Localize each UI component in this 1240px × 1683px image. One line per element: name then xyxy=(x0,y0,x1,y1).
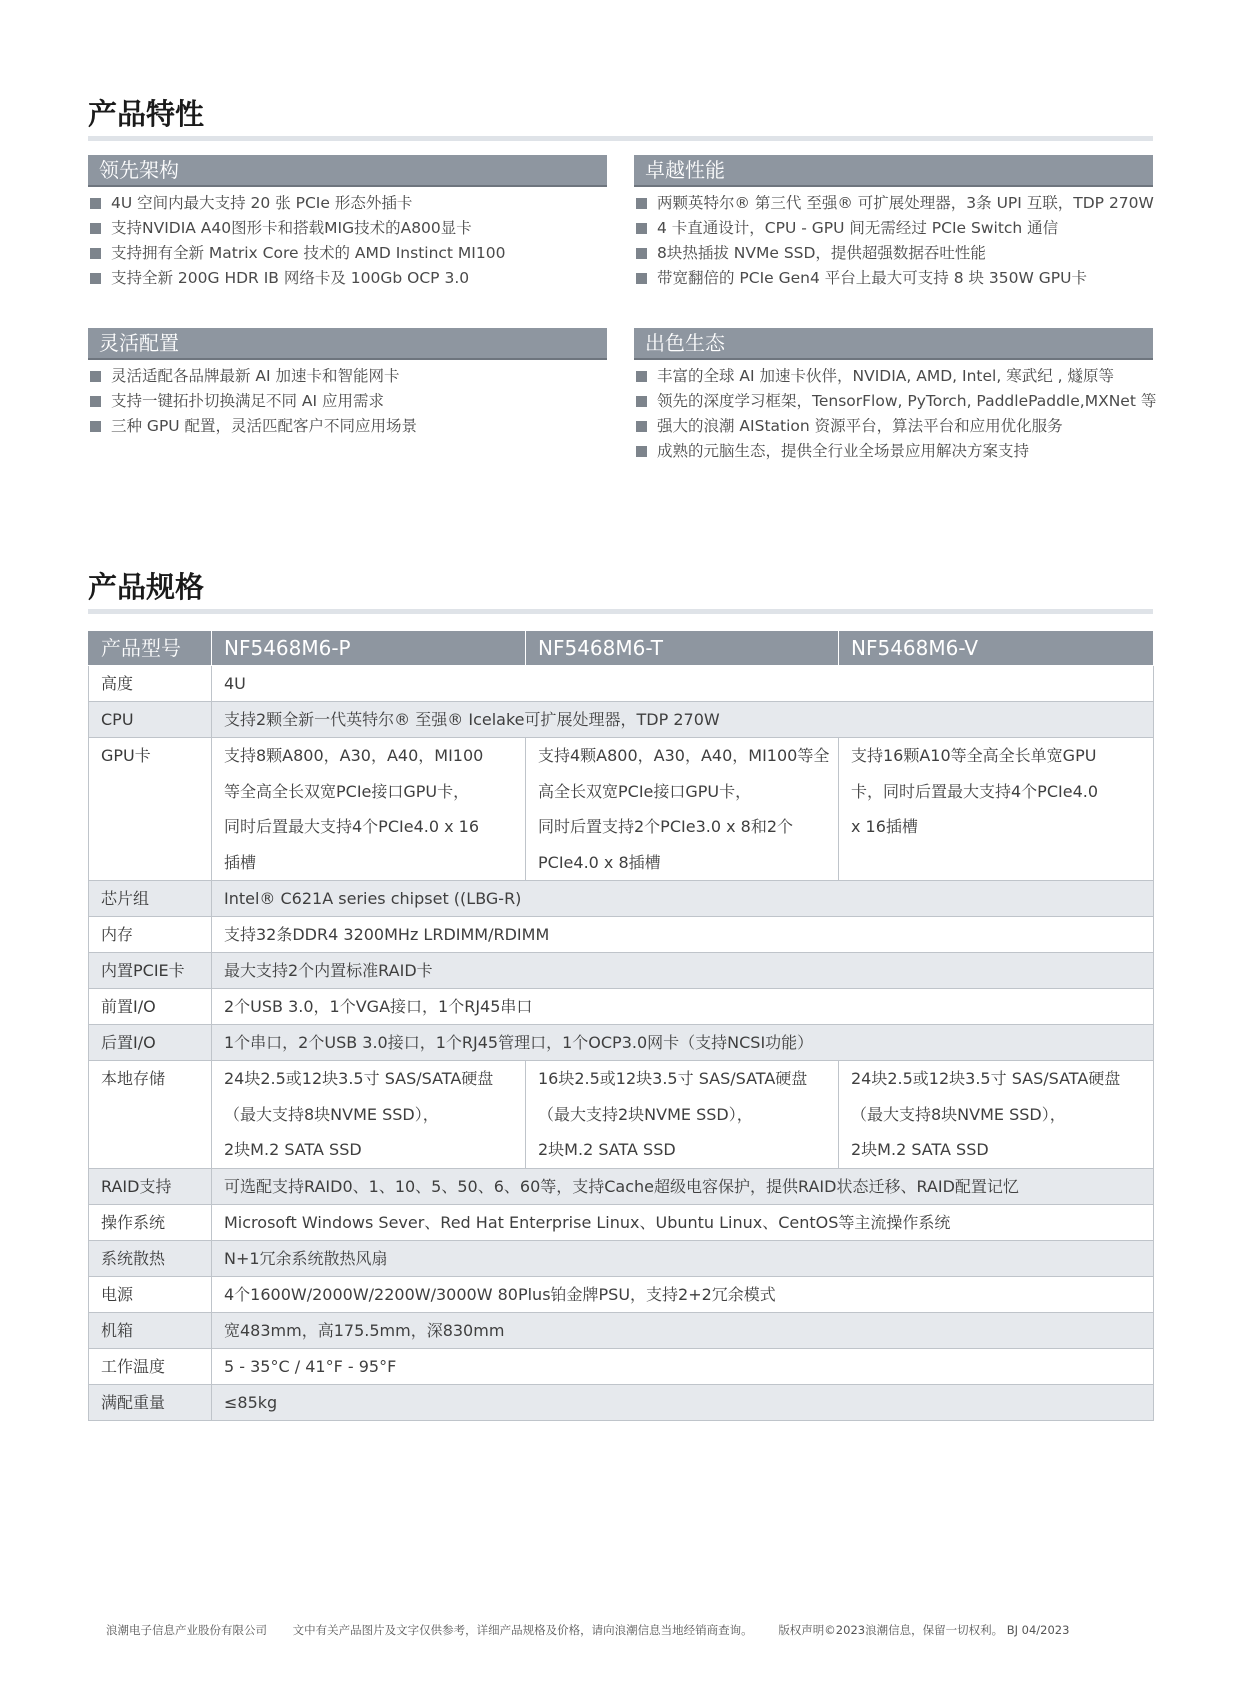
spec-value: 5 - 35°C / 41°F - 95°F xyxy=(212,1348,1154,1384)
spec-value: 4U xyxy=(212,666,1154,702)
spec-label: GPU卡 xyxy=(89,738,212,881)
bullet-square-icon xyxy=(636,223,647,234)
spec-value: 支持32条DDR4 3200MHz LRDIMM/RDIMM xyxy=(212,917,1154,953)
spec-value: 最大支持2个内置标准RAID卡 xyxy=(212,953,1154,989)
spec-label: 前置I/O xyxy=(89,989,212,1025)
spec-value: 可选配支持RAID0、1、10、5、50、6、60等，支持Cache超级电容保护，提供RAID状态迁移、RAID配置记忆 xyxy=(212,1168,1154,1204)
feature-item: 支持全新 200G HDR IB 网络卡及 100Gb OCP 3.0 xyxy=(88,266,607,291)
bullet-square-icon xyxy=(90,198,101,209)
spec-row-power xyxy=(89,1276,1154,1312)
feature-item: 领先的深度学习框架，TensorFlow, PyTorch, PaddlePaddle,MXNet 等 xyxy=(634,389,1153,414)
spec-label: 高度 xyxy=(89,666,212,702)
spec-row-storage xyxy=(89,1061,1154,1169)
spec-value: 1个串口，2个USB 3.0接口，1个RJ45管理口，1个OCP3.0网卡（支持NCSI功能） xyxy=(212,1025,1154,1061)
bullet-square-icon xyxy=(636,446,647,457)
footer-notice: 文中有关产品图片及文字仅供参考，详细产品规格及价格，请向浪潮信息当地经销商查询。 xyxy=(292,1623,753,1637)
spec-value-p: 24块2.5或12块3.5寸 SAS/SATA硬盘 （最大支持8块NVME SSD）， 2块M.2 SATA SSD xyxy=(212,1061,526,1169)
spec-label: 芯片组 xyxy=(89,881,212,917)
spec-value: 支持2颗全新一代英特尔® 至强® Icelake可扩展处理器，TDP 270W xyxy=(212,702,1154,738)
feature-heading: 灵活配置 xyxy=(88,328,607,360)
footer xyxy=(106,1622,1091,1638)
feature-block-flexible xyxy=(88,328,607,439)
feature-item: 支持NVIDIA A40图形卡和搭载MIG技术的A800显卡 xyxy=(88,216,607,241)
spec-value: ≤85kg xyxy=(212,1384,1154,1420)
spec-value: 宽483mm，高175.5mm，深830mm xyxy=(212,1312,1154,1348)
footer-copyright: 版权声明©2023浪潮信息，保留一切权利。 BJ 04/2023 xyxy=(778,1623,1070,1637)
feature-heading: 出色生态 xyxy=(634,328,1153,360)
bullet-square-icon xyxy=(90,248,101,259)
spec-value-v: 支持16颗A10等全高全长单宽GPU 卡，同时后置最大支持4个PCIe4.0 x 16插槽 xyxy=(839,738,1154,881)
model-t-header: NF5468M6-T xyxy=(526,631,839,666)
spec-row-height xyxy=(89,666,1154,702)
spec-value-t: 支持4颗A800，A30，A40，MI100等全 高全长双宽PCIe接口GPU卡， 同时后置支持2个PCIe3.0 x 8和2个 PCIe4.0 x 8插槽 xyxy=(526,738,839,881)
spec-label: CPU xyxy=(89,702,212,738)
model-v-header: NF5468M6-V xyxy=(839,631,1154,666)
bullet-square-icon xyxy=(90,371,101,382)
bullet-square-icon xyxy=(636,273,647,284)
feature-item: 4U 空间内最大支持 20 张 PCIe 形态外插卡 xyxy=(88,191,607,216)
feature-item: 两颗英特尔® 第三代 至强® 可扩展处理器，3条 UPI 互联，TDP 270W xyxy=(634,191,1153,216)
feature-item: 支持拥有全新 Matrix Core 技术的 AMD Instinct MI100 xyxy=(88,241,607,266)
feature-item: 带宽翻倍的 PCIe Gen4 平台上最大可支持 8 块 350W GPU卡 xyxy=(634,266,1153,291)
spec-value: Intel® C621A series chipset ((LBG-R) xyxy=(212,881,1154,917)
spec-row-weight xyxy=(89,1384,1154,1420)
spec-label: 本地存储 xyxy=(89,1061,212,1169)
spec-label: 机箱 xyxy=(89,1312,212,1348)
spec-value: Microsoft Windows Sever、Red Hat Enterprise Linux、Ubuntu Linux、CentOS等主流操作系统 xyxy=(212,1204,1154,1240)
bullet-square-icon xyxy=(90,273,101,284)
feature-block-performance xyxy=(634,155,1153,291)
model-p-header: NF5468M6-P xyxy=(212,631,526,666)
spec-value-t: 16块2.5或12块3.5寸 SAS/SATA硬盘 （最大支持2块NVME SSD）， 2块M.2 SATA SSD xyxy=(526,1061,839,1169)
bullet-square-icon xyxy=(90,396,101,407)
bullet-square-icon xyxy=(636,248,647,259)
features-title: 产品特性 xyxy=(88,94,1153,141)
spec-label: RAID支持 xyxy=(89,1168,212,1204)
spec-row-gpu xyxy=(89,738,1154,881)
spec-value: N+1冗余系统散热风扇 xyxy=(212,1240,1154,1276)
feature-item: 三种 GPU 配置，灵活匹配客户不同应用场景 xyxy=(88,414,607,439)
feature-heading: 卓越性能 xyxy=(634,155,1153,187)
spec-label: 系统散热 xyxy=(89,1240,212,1276)
bullet-square-icon xyxy=(636,396,647,407)
spec-label: 后置I/O xyxy=(89,1025,212,1061)
spec-label: 电源 xyxy=(89,1276,212,1312)
spec-row-temp xyxy=(89,1348,1154,1384)
feature-item: 灵活适配各品牌最新 AI 加速卡和智能网卡 xyxy=(88,364,607,389)
feature-heading: 领先架构 xyxy=(88,155,607,187)
spec-label: 内存 xyxy=(89,917,212,953)
feature-item: 强大的浪潮 AIStation 资源平台，算法平台和应用优化服务 xyxy=(634,414,1153,439)
spec-value-p: 支持8颗A800，A30，A40，MI100 等全高全长双宽PCIe接口GPU卡， 同时后置最大支持4个PCIe4.0 x 16 插槽 xyxy=(212,738,526,881)
spec-row-rear-io xyxy=(89,1025,1154,1061)
bullet-square-icon xyxy=(636,198,647,209)
spec-row-pcie xyxy=(89,953,1154,989)
spec-value-v: 24块2.5或12块3.5寸 SAS/SATA硬盘 （最大支持8块NVME SSD）， 2块M.2 SATA SSD xyxy=(839,1061,1154,1169)
feature-item: 丰富的全球 AI 加速卡伙伴，NVIDIA, AMD, Intel, 寒武纪 , 燧原等 xyxy=(634,364,1153,389)
spec-label: 工作温度 xyxy=(89,1348,212,1384)
specs-title: 产品规格 xyxy=(88,567,1153,614)
footer-company: 浪潮电子信息产业股份有限公司 xyxy=(106,1623,267,1637)
bullet-square-icon xyxy=(90,421,101,432)
spec-row-os xyxy=(89,1204,1154,1240)
spec-header-label: 产品型号 xyxy=(89,631,212,666)
spec-label: 内置PCIE卡 xyxy=(89,953,212,989)
feature-item: 4 卡直通设计，CPU - GPU 间无需经过 PCIe Switch 通信 xyxy=(634,216,1153,241)
spec-row-raid xyxy=(89,1168,1154,1204)
spec-table xyxy=(88,630,1154,1421)
spec-value: 4个1600W/2000W/2200W/3000W 80Plus铂金牌PSU，支持2+2冗余模式 xyxy=(212,1276,1154,1312)
feature-block-architecture xyxy=(88,155,607,291)
feature-block-ecosystem xyxy=(634,328,1157,464)
spec-row-front-io xyxy=(89,989,1154,1025)
bullet-square-icon xyxy=(636,421,647,432)
feature-item: 支持一键拓扑切换满足不同 AI 应用需求 xyxy=(88,389,607,414)
bullet-square-icon xyxy=(636,371,647,382)
spec-row-chipset xyxy=(89,881,1154,917)
feature-item: 成熟的元脑生态，提供全行业全场景应用解决方案支持 xyxy=(634,439,1153,464)
spec-row-cooling xyxy=(89,1240,1154,1276)
spec-row-cpu xyxy=(89,702,1154,738)
spec-label: 操作系统 xyxy=(89,1204,212,1240)
bullet-square-icon xyxy=(90,223,101,234)
spec-header-row xyxy=(89,631,1154,666)
spec-value: 2个USB 3.0，1个VGA接口，1个RJ45串口 xyxy=(212,989,1154,1025)
spec-row-chassis xyxy=(89,1312,1154,1348)
feature-item: 8块热插拔 NVMe SSD，提供超强数据吞吐性能 xyxy=(634,241,1153,266)
spec-label: 满配重量 xyxy=(89,1384,212,1420)
spec-row-memory xyxy=(89,917,1154,953)
